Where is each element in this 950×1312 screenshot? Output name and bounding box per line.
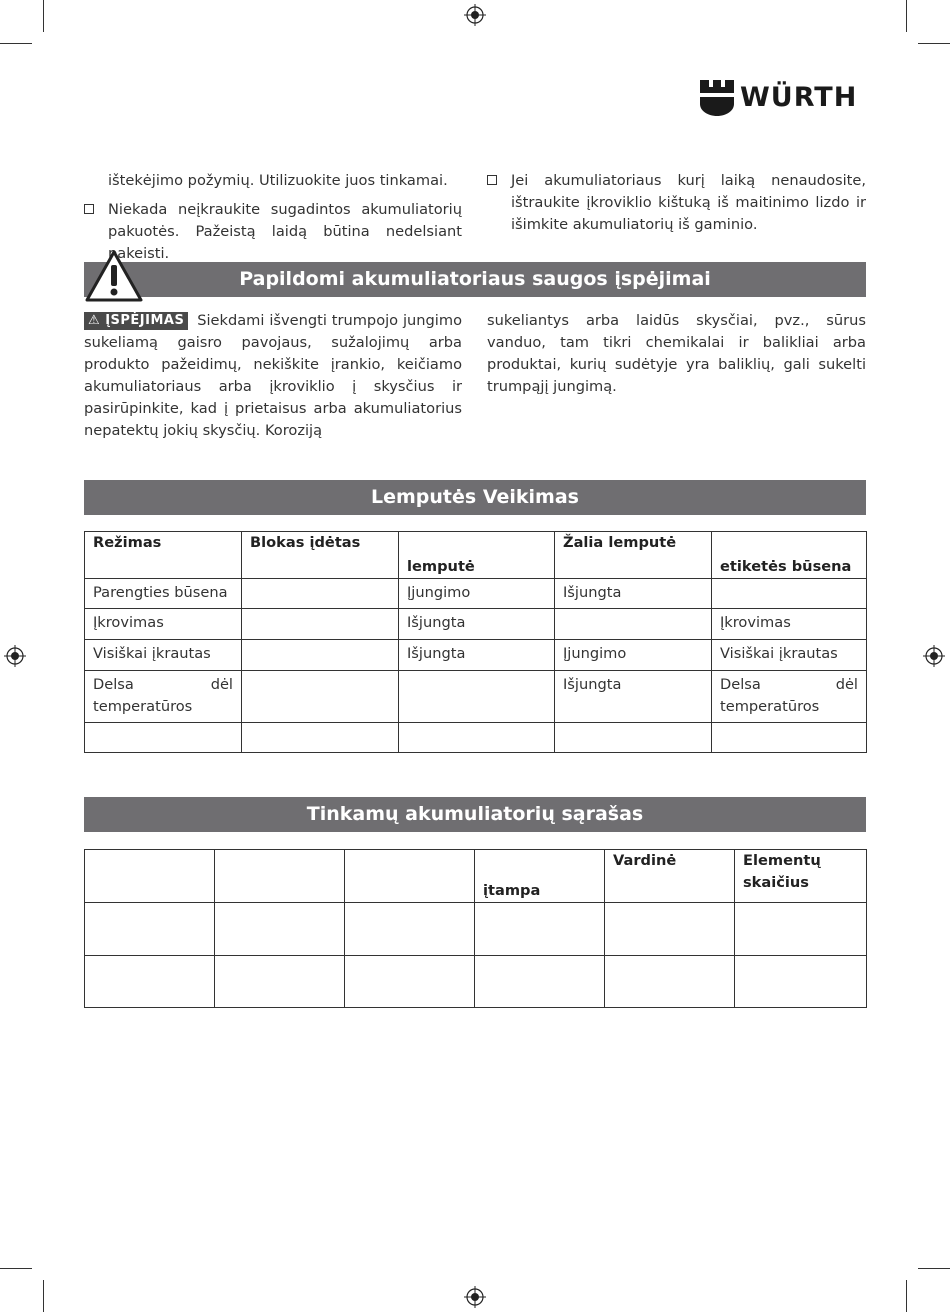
table-cell: Įjungimo — [399, 579, 555, 609]
registration-mark-icon — [923, 645, 945, 667]
battery-table — [84, 849, 867, 1008]
table-cell — [85, 956, 215, 1008]
table-cell — [242, 723, 399, 753]
table-header-cell: lemputė — [399, 532, 555, 579]
table-cell — [475, 903, 605, 956]
wurth-emblem-icon — [700, 80, 734, 116]
crop-mark — [918, 1268, 950, 1269]
table-row — [85, 671, 867, 723]
table-cell — [85, 903, 215, 956]
table-cell — [345, 903, 475, 956]
table-row — [85, 609, 867, 640]
wurth-logo — [700, 80, 868, 118]
table-cell: Išjungta — [555, 671, 712, 723]
crop-mark — [43, 0, 44, 32]
registration-mark-icon — [4, 645, 26, 667]
section-title-led — [84, 480, 866, 515]
wurth-wordmark: WÜRTH — [740, 82, 858, 113]
table-cell — [215, 956, 345, 1008]
safety-text-left — [84, 310, 462, 442]
section-title-text: Tinkamų akumuliatorių sąrašas — [306, 803, 644, 825]
table-cell — [475, 956, 605, 1008]
safety-text-right: sukeliantys arba laidūs skysčiai, pvz., sūrus vanduo, tam tikri chemikalai ir balikliai arba produktai, kurių sudėtyje yra baliklių, gali sukelti trumpąjį jungimą. — [487, 312, 866, 395]
crop-mark — [0, 43, 32, 44]
table-header-cell: įtampa — [475, 850, 605, 903]
crop-mark — [906, 1280, 907, 1312]
table-header-row — [85, 850, 867, 903]
registration-mark-icon — [464, 1286, 486, 1308]
table-cell — [605, 956, 735, 1008]
list-item — [487, 170, 866, 238]
table-cell: Įjungimo — [555, 640, 712, 671]
warning-badge: ⚠ ĮSPĖJIMAS — [84, 312, 188, 330]
table-cell — [242, 671, 399, 723]
table-cell — [735, 956, 867, 1008]
led-table — [84, 531, 867, 753]
table-cell — [345, 956, 475, 1008]
table-row — [85, 723, 867, 753]
bullet-square-icon — [84, 204, 94, 214]
table-header-cell — [215, 850, 345, 903]
list-item — [84, 199, 462, 262]
table-cell — [399, 723, 555, 753]
table-cell — [242, 579, 399, 609]
section-title-text: Papildomi akumuliatoriaus saugos įspėjimai — [239, 268, 711, 290]
safety-paragraph: Siekdami išvengti trumpojo jungimo sukeliamą gaisro pavojaus, sužalojimų arba produkto pažeidimų, nekiškite įrankio, keičiamo akumuliatoriaus arba įkroviklio į skysčius ir pasirūpinkite, kad į prietaisus arba akumuliatorius nepatektų jokių skysčių. Koroziją — [84, 312, 462, 439]
table-row — [85, 956, 867, 1008]
table-cell — [555, 609, 712, 640]
table-cell: Įkrovimas — [712, 609, 867, 640]
table-cell — [242, 640, 399, 671]
table-cell — [215, 903, 345, 956]
crop-mark — [906, 0, 907, 32]
registration-mark-icon — [464, 4, 486, 26]
bullet-square-icon — [487, 175, 497, 185]
table-cell: Visiškai įkrautas — [712, 640, 867, 671]
table-cell: Delsa dėl temperatūros — [85, 671, 242, 723]
warning-triangle-icon — [84, 249, 144, 303]
table-cell — [712, 579, 867, 609]
table-cell — [735, 903, 867, 956]
section-title-text: Lemputės Veikimas — [371, 486, 579, 508]
table-header-cell: Elementų skaičius — [735, 850, 867, 903]
section-title-batteries — [84, 797, 866, 832]
table-header-cell — [85, 850, 215, 903]
table-cell — [85, 723, 242, 753]
table-cell: Delsa dėl temperatūros — [712, 671, 867, 723]
table-row — [85, 903, 867, 956]
table-cell — [555, 723, 712, 753]
table-cell: Išjungta — [399, 640, 555, 671]
section-title-safety — [84, 262, 866, 297]
crop-mark — [43, 1280, 44, 1312]
table-cell: Visiškai įkrautas — [85, 640, 242, 671]
crop-mark — [918, 43, 950, 44]
table-header-cell: Režimas — [85, 532, 242, 579]
table-cell: Išjungta — [555, 579, 712, 609]
table-header-cell: etiketės būsena — [712, 532, 867, 579]
table-cell — [605, 903, 735, 956]
table-cell: Įkrovimas — [85, 609, 242, 640]
table-header-cell: Blokas įdėtas — [242, 532, 399, 579]
table-cell — [242, 609, 399, 640]
table-cell: Parengties būsena — [85, 579, 242, 609]
list-item-text: Jei akumuliatoriaus kurį laiką nenaudosite, ištraukite įkroviklio kištuką iš maitinimo lizdo ir išimkite akumuliatorių iš gaminio. — [511, 172, 866, 233]
crop-mark — [0, 1268, 32, 1269]
table-cell — [399, 671, 555, 723]
list-item-text: Niekada neįkraukite sugadintos akumuliatorių pakuotės. Pažeistą laidą būtina nedelsiant pakeisti. — [108, 201, 462, 262]
warning-badge-label: ĮSPĖJIMAS — [105, 313, 185, 328]
table-row — [85, 640, 867, 671]
table-header-cell — [345, 850, 475, 903]
table-cell: Išjungta — [399, 609, 555, 640]
table-header-row — [85, 532, 867, 579]
table-header-cell: Vardinė — [605, 850, 735, 903]
table-row — [85, 579, 867, 609]
table-cell — [712, 723, 867, 753]
continuation-text: ištekėjimo požymių. Utilizuokite juos tinkamai. — [108, 172, 448, 189]
table-header-cell: Žalia lemputė — [555, 532, 712, 579]
